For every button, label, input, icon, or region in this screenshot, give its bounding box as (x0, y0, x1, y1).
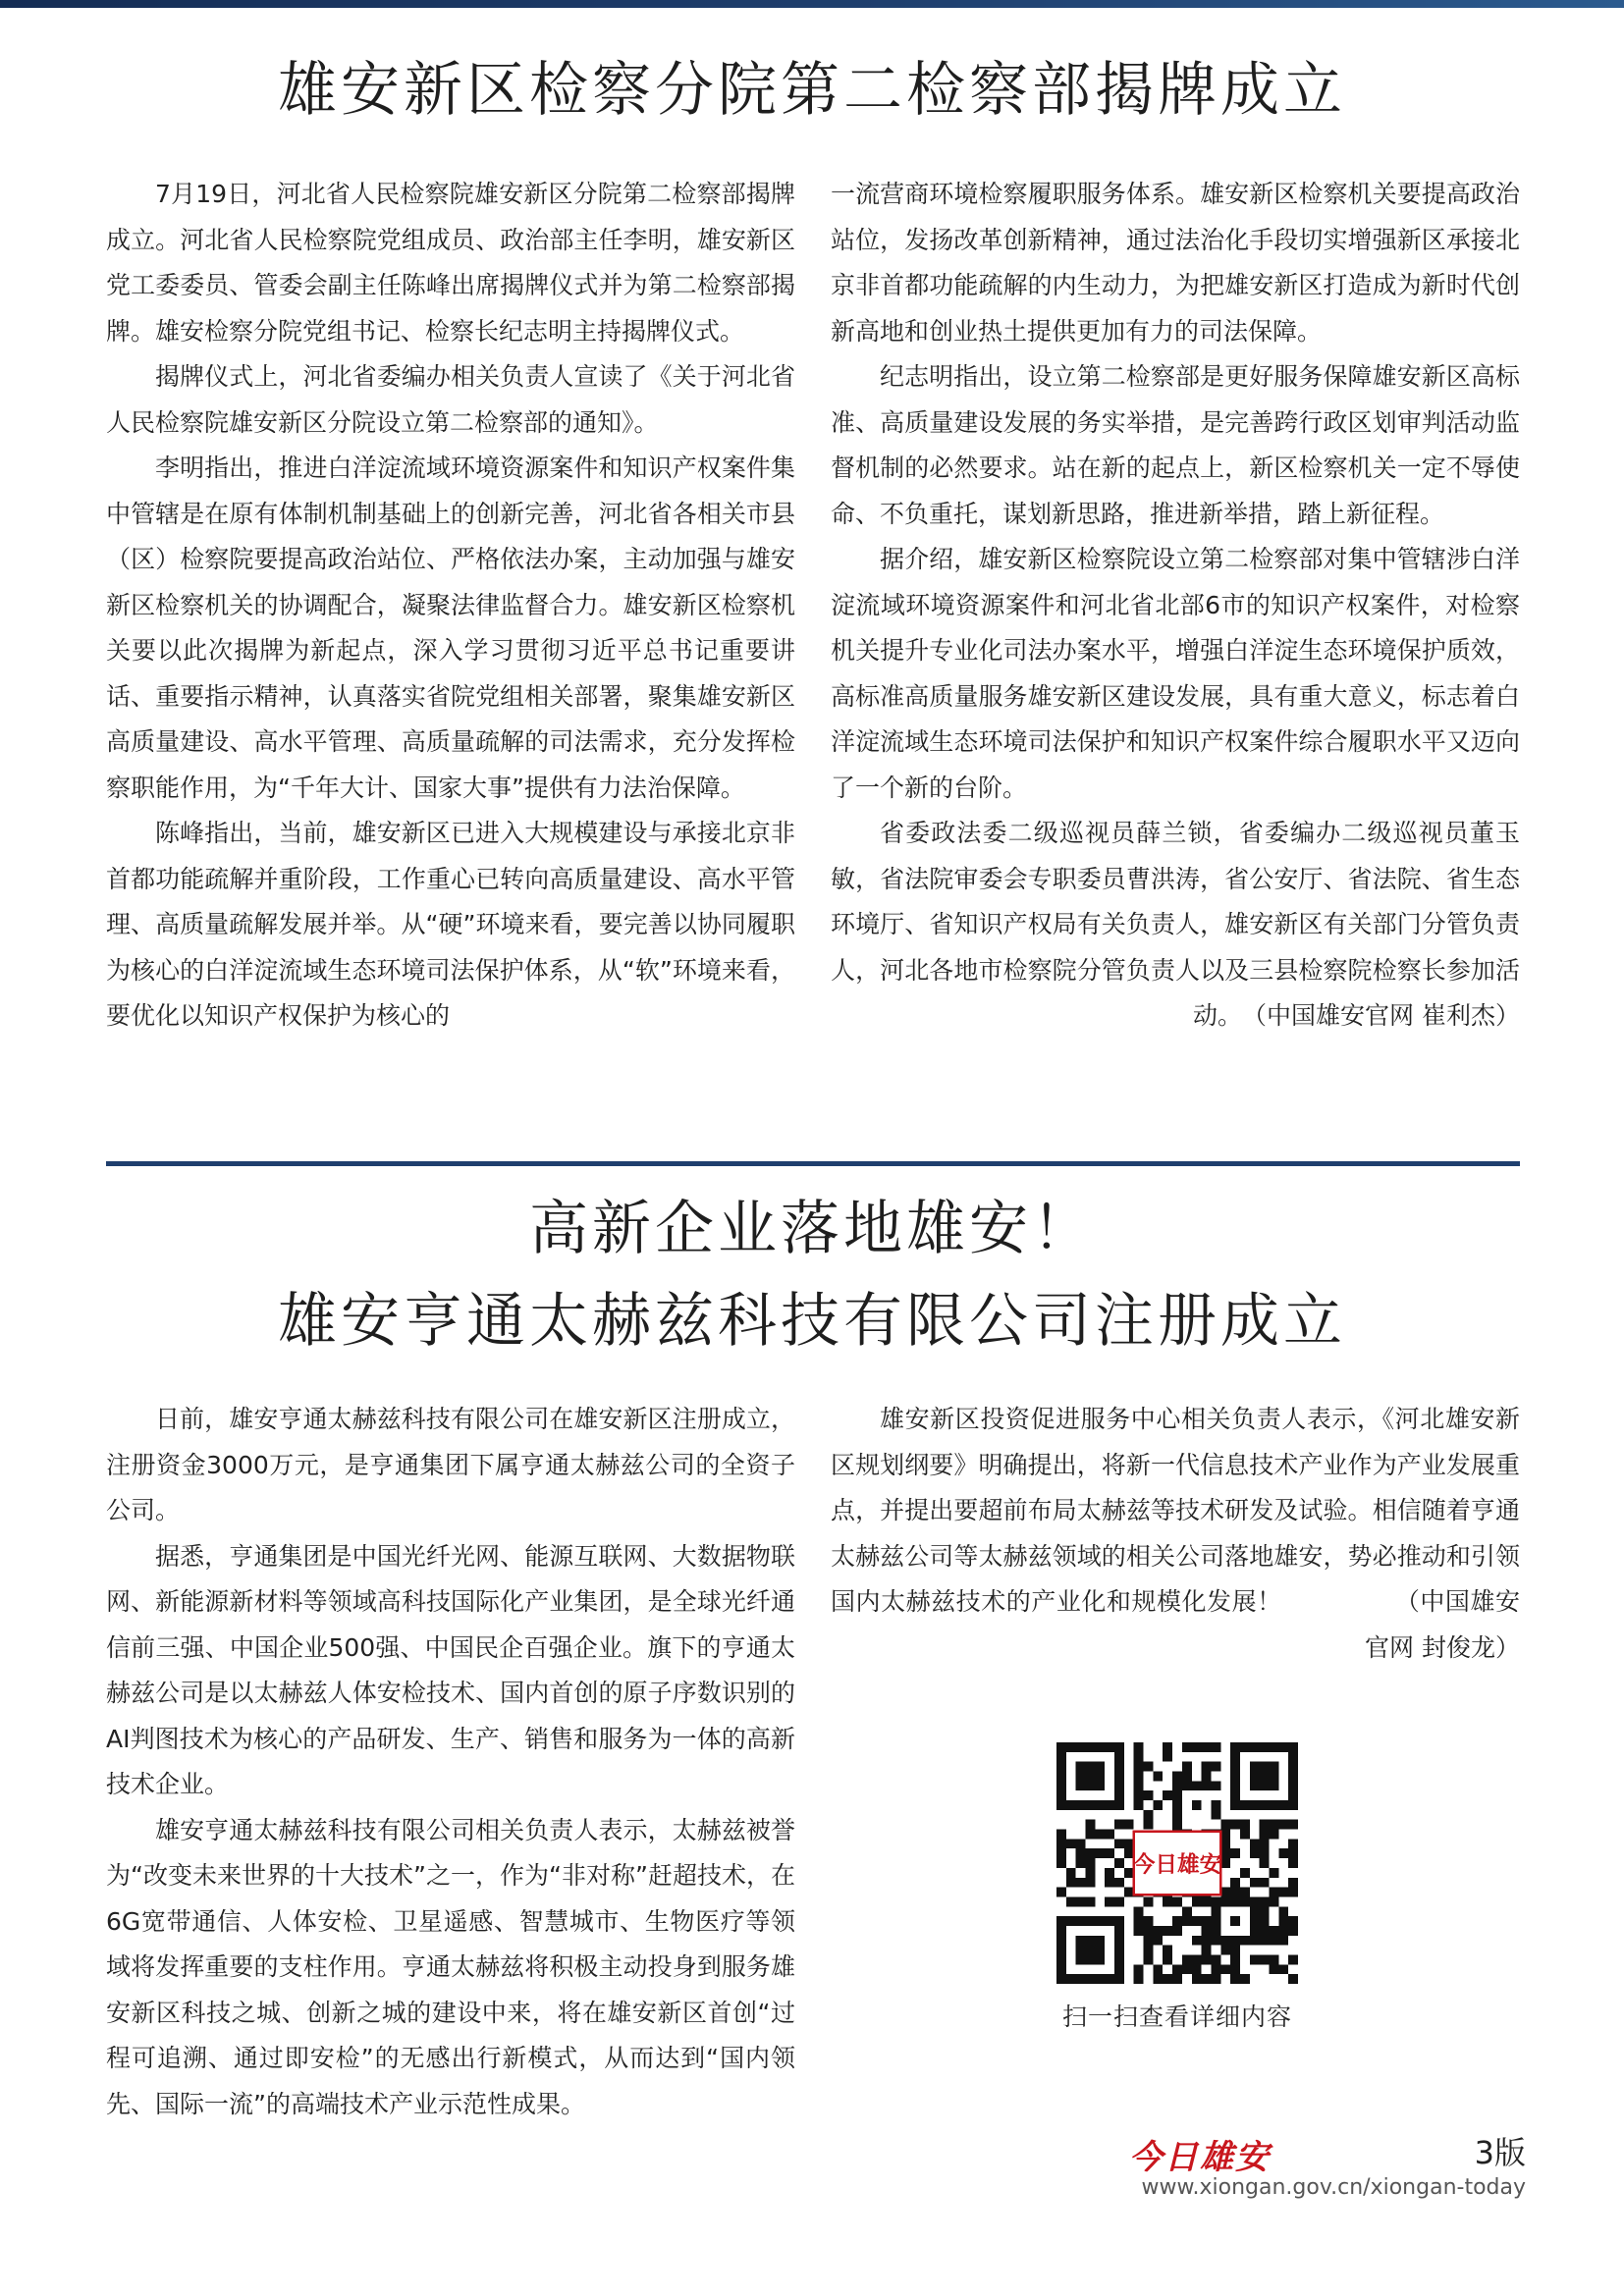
article2-paragraph: 日前，雄安亨通太赫兹科技有限公司在雄安新区注册成立，注册资金3000万元，是亨通集团下属亨通太赫兹公司的全资子公司。 (106, 1405, 795, 1524)
article2-paragraph: 据悉，亨通集团是中国光纤光网、能源互联网、大数据物联网、新能源新材料等领域高科技国际化产业集团，是全球光纤通信前三强、中国企业500强、中国民企百强企业。旗下的亨通太赫兹公司是以太赫兹人体安检技术、国内首创的原子序数识别的AI判图技术为核心的产品研发、生产、销售和服务为一体的高新技术企业。 (106, 1541, 795, 1798)
article1-paragraph: 揭牌仪式上，河北省委编办相关负责人宣读了《关于河北省人民检察院雄安新区分院设立第二检察部的通知》。 (106, 362, 795, 437)
article1-paragraph: 7月19日，河北省人民检察院雄安新区分院第二检察部揭牌成立。河北省人民检察院党组成员、政治部主任李明，雄安新区党工委委员、管委会副主任陈峰出席揭牌仪式并为第二检察部揭牌。雄安检察分院党组书记、检察长纪志明主持揭牌仪式。 (106, 180, 795, 346)
article1-left-column (106, 172, 795, 1040)
article2-paragraph: 雄安新区投资促进服务中心相关负责人表示，《河北雄安新区规划纲要》明确提出，将新一代信息技术产业作为产业发展重点，并提出要超前布局太赫兹等技术研发及试验。相信随着亨通太赫兹公司等太赫兹领域的相关公司落地雄安，势必推动和引领国内太赫兹技术的产业化和规模化发展！ （中国雄安官网 封俊龙） (831, 1405, 1520, 1662)
article1-title: 雄安新区检察分院第二检察部揭牌成立 (278, 56, 1346, 125)
article1-paragraph: 省委政法委二级巡视员薛兰锁，省委编办二级巡视员董玉敏，省法院审委会专职委员曹洪涛，省公安厅、省法院、省生态环境厅、省知识产权局有关负责人，雄安新区有关部门分管负责人，河北各地市检察院分管负责人以及三县检察院检察长参加活动。 （中国雄安官网 崔利杰） (831, 819, 1520, 1030)
qr-code-icon[interactable] (1056, 1742, 1298, 1984)
page-number: 3版 (1474, 2134, 1526, 2171)
footer-url[interactable]: www.xiongan.gov.cn/xiongan-today (1141, 2175, 1526, 2200)
article1-paragraph: 李明指出，推进白洋淀流域环境资源案件和知识产权案件集中管辖是在原有体制机制基础上的创新完善，河北省各相关市县（区）检察院要提高政治站位、严格依法办案，主动加强与雄安新区检察机关的协调配合，凝聚法律监督合力。雄安新区检察机关要以此次揭牌为新起点，深入学习贯彻习近平总书记重要讲话、重要指示精神，认真落实省院党组相关部署，聚集雄安新区高质量建设、高水平管理、高质量疏解的司法需求，充分发挥检察职能作用，为“千年大计、国家大事”提供有力法治保障。 (106, 454, 795, 802)
article2-paragraph: 雄安亨通太赫兹科技有限公司相关负责人表示，太赫兹被誉为“改变未来世界的十大技术”之一，作为“非对称”赶超技术，在6G宽带通信、人体安检、卫星遥感、智慧城市、生物医疗等领域将发挥重要的支柱作用。亨通太赫兹将积极主动投身到服务雄安新区科技之城、创新之城的建设中来，将在雄安新区首创“过程可追溯、通过即安检”的无感出行新模式，从而达到“国内领先、国际一流”的高端技术产业示范性成果。 (106, 1815, 795, 2118)
qr-center-logo: 今日雄安 (1132, 1851, 1222, 1878)
article2-left-column (106, 1397, 795, 2127)
qr-caption: 扫一扫查看详细内容 (1061, 2002, 1292, 2031)
article1-paragraph-continued: 一流营商环境检察履职服务体系。雄安新区检察机关要提高政治站位，发扬改革创新精神，通过法治化手段切实增强新区承接北京非首都功能疏解的内生动力，为把雄安新区打造成为新时代创新高地和创业热土提供更加有力的司法保障。 (831, 180, 1520, 346)
article1-paragraph: 陈峰指出，当前，雄安新区已进入大规模建设与承接北京非首都功能疏解并重阶段，工作重心已转向高质量建设、高水平管理、高质量疏解发展并举。从“硬”环境来看，要完善以协同履职为核心的白洋淀流域生态环境司法保护体系，从“软”环境来看，要优化以知识产权保护为核心的 (106, 819, 795, 1030)
article2-title-line2: 雄安亨通太赫兹科技有限公司注册成立 (278, 1287, 1346, 1356)
top-accent-bar (0, 0, 1624, 8)
article1-paragraph: 据介绍，雄安新区检察院设立第二检察部对集中管辖涉白洋淀流域环境资源案件和河北省北部6市的知识产权案件，对检察机关提升专业化司法办案水平，增强白洋淀生态环境保护质效，高标准高质量服务雄安新区建设发展，具有重大意义，标志着白洋淀流域生态环境司法保护和知识产权案件综合履职水平又迈向了一个新的台阶。 (831, 545, 1520, 802)
qr-code-block[interactable] (1056, 1742, 1298, 2033)
article1-paragraph: 纪志明指出，设立第二检察部是更好服务保障雄安新区高标准、高质量建设发展的务实举措，是完善跨行政区划审判活动监督机制的必然要求。站在新的起点上，新区检察机关一定不辱使命、不负重托，谋划新思路，推进新举措，踏上新征程。 (831, 362, 1520, 528)
footer-logo: 今日雄安 (1129, 2138, 1271, 2177)
section-divider (106, 1161, 1520, 1166)
article2-title-line1: 高新企业落地雄安！ (529, 1195, 1095, 1263)
article2-right-column (831, 1397, 1520, 1671)
article1-right-column (831, 172, 1520, 1040)
